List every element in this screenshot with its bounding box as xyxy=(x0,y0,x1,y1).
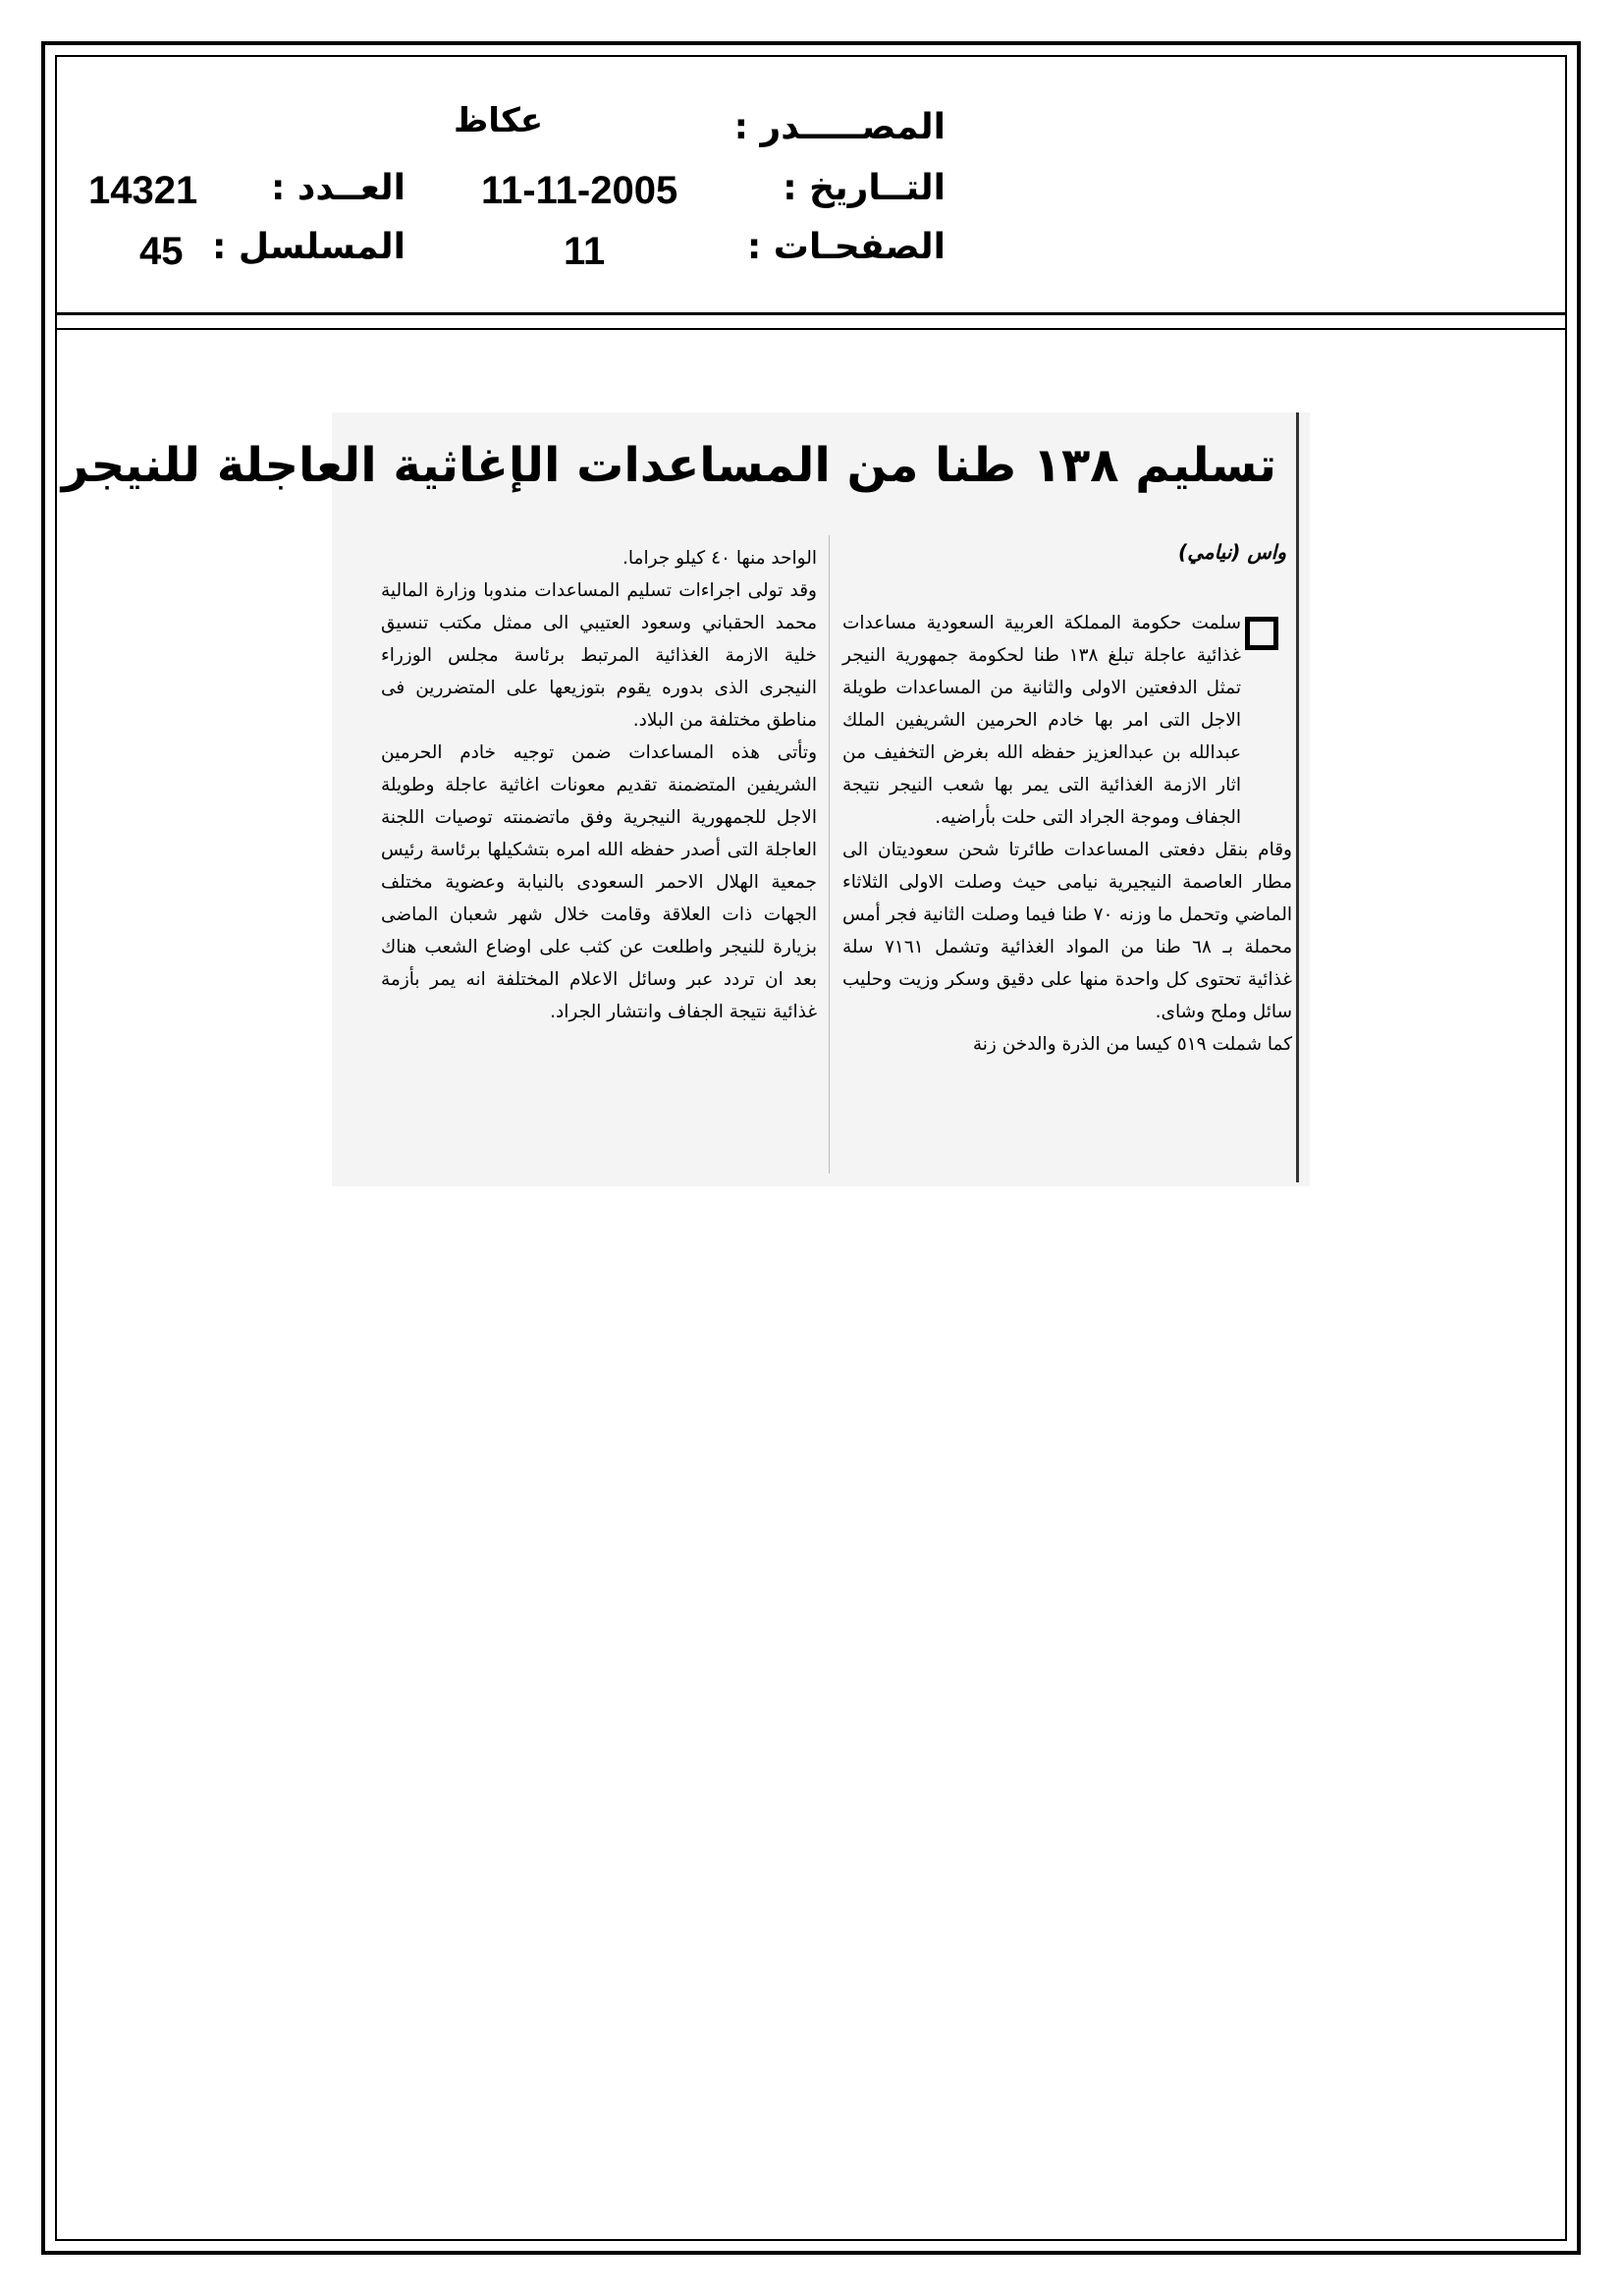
column-divider xyxy=(829,535,830,1174)
article-paragraph: وقام بنقل دفعتى المساعدات طائرتا شحن سعوديتان الى مطار العاصمة النيجيرية نيامى حيث وصلت الاولى الثلاثاء الماضي وتحمل ما وزنه ٧٠ طنا فيما وصلت الثانية فجر أمس محملة بـ ٦٨ طنا من المواد الغذائية وتشمل ٧١٦١ سلة غذائية تحتوى كل واحدة منها على دقيق وسكر وزيت وحليب سائل وملح وشاى. xyxy=(842,840,1292,1022)
issue-value: 14321 xyxy=(88,169,198,212)
article-headline: تسليم ١٣٨ طنا من المساعدات الإغاثية العاجلة للنيجر xyxy=(61,438,1276,493)
article-byline: واس (نيامي) xyxy=(1178,540,1286,564)
article-paragraph: كما شملت ٥١٩ كيسا من الذرة والدخن زنة xyxy=(972,1034,1292,1055)
article-column-left xyxy=(381,542,817,1028)
header-divider-secondary xyxy=(55,328,1567,330)
article-paragraph: وتأتى هذه المساعدات ضمن توجيه خادم الحرمين الشريفين المتضمنة تقديم معونات اغاثية عاجلة وطويلة الاجل للجمهورية النيجرية وفق ماتضمنته توصيات اللجنة العاجلة التى أصدر حفظه الله امره بتشكيلها برئاسة رئيس جمعية الهلال الاحمر السعودى بالنيابة وعضوية مختلف الجهات ذات العلاقة وقامت خلال شهر شعبان الماضى بزيارة للنيجر واطلعت عن كثب على اوضاع الشعب هناك بعد ان تردد عبر وسائل الاعلام المختلفة انه يمر بأزمة غذائية نتيجة الجفاف وانتشار الجراد. xyxy=(381,742,817,1022)
source-value: عكاظ xyxy=(454,101,544,140)
article-paragraph: سلمت حكومة المملكة العربية السعودية مساعدات غذائية عاجلة تبلغ ١٣٨ طنا لحكومة جمهورية النيجر تمثل الدفعتين الاولى والثانية من المساعدات طويلة الاجل التى امر بها خادم الحرمين الشريفين الملك عبدالله بن عبدالعزيز حفظه الله بغرض التخفيف من اثار الازمة الغذائية التى يمر بها شعب النيجر نتيجة الجفاف وموجة الجراد التى حلت بأراضيه. xyxy=(842,613,1241,828)
clipping-edge-rule xyxy=(1296,412,1299,1182)
pages-label: الصفحـات : xyxy=(746,227,946,267)
serial-label: المسلسل : xyxy=(211,227,406,267)
article-paragraph: وقد تولى اجراءات تسليم المساعدات مندوبا وزارة المالية محمد الحقباني وسعود العتيبي الى ممثل مكتب تنسيق خلية الازمة الغذائية المرتبط برئاسة مجلس الوزراء النيجرى الذى بدوره يقوم بتوزيعها على المتضررين فى مناطق مختلفة من البلاد. xyxy=(381,580,817,731)
date-value: 11-11-2005 xyxy=(481,169,678,212)
article-column-right xyxy=(842,607,1292,1061)
date-label: التــاريخ : xyxy=(783,168,946,208)
serial-value: 45 xyxy=(139,230,184,273)
source-label: المصـــــدر : xyxy=(733,107,946,147)
header-divider xyxy=(55,312,1567,315)
article-paragraph: الواحد منها ٤٠ كيلو جراما. xyxy=(622,548,817,569)
pages-value: 11 xyxy=(564,230,606,273)
issue-label: العــدد : xyxy=(271,168,406,208)
